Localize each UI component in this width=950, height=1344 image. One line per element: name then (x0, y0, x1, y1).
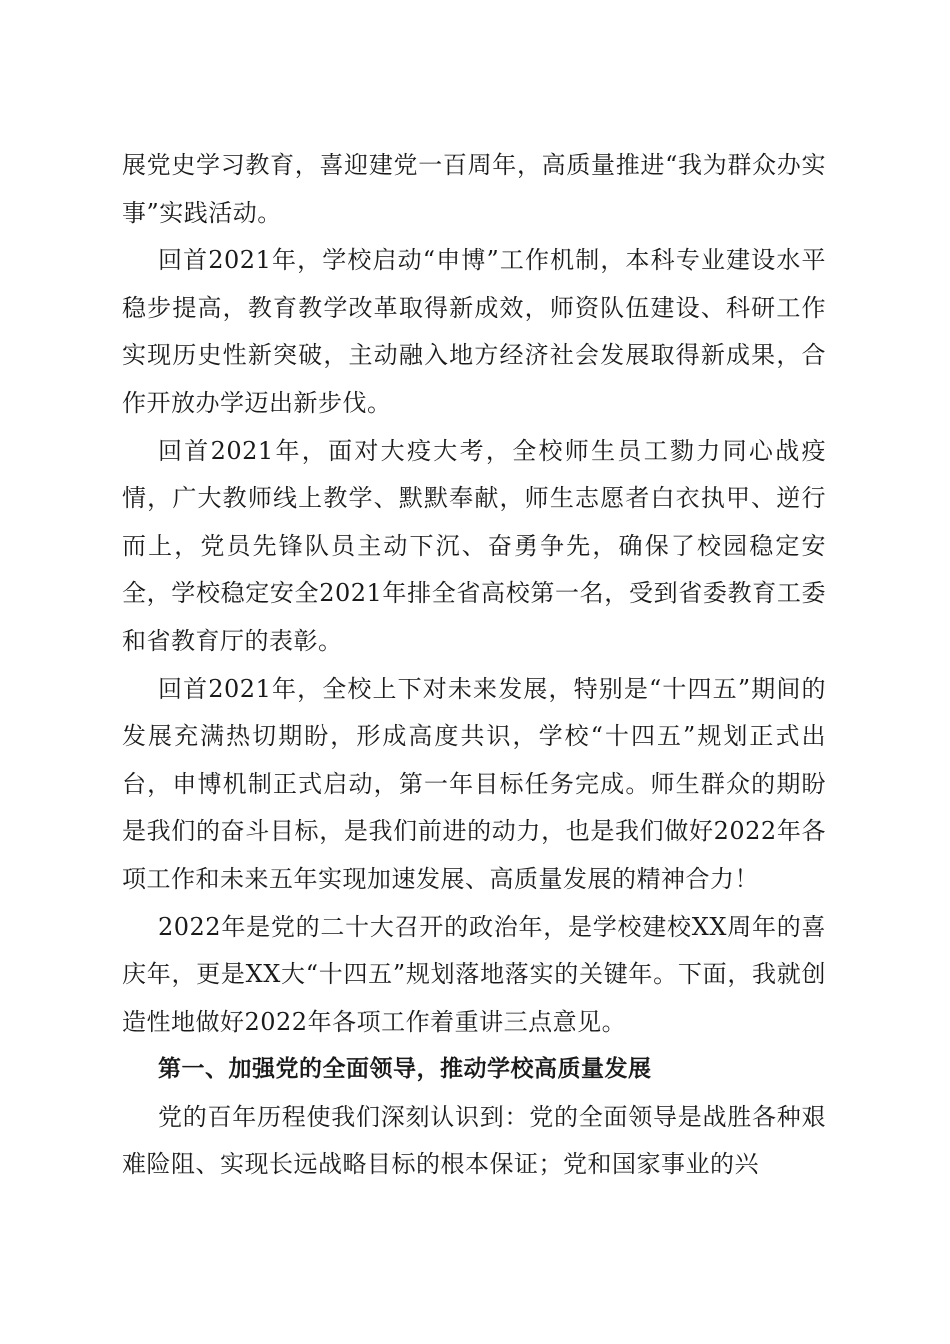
paragraph-continuation: 展党史学习教育，喜迎建党一百周年，高质量推进“我为群众办实事”实践活动。 (122, 151, 826, 227)
paragraph-review-2021-planning: 回首2021年，全校上下对未来发展，特别是“十四五”期间的发展充满热切期盼，形成高度共识，学校“十四五”规划正式出台，申博机制正式启动，第一年目标任务完成。师生群众的期盼是我们的奋斗目标，是我们前进的动力，也是我们做好2022年各项工作和未来五年实现加速发展、高质量发展的精神合力！ (122, 674, 826, 893)
paragraph-review-2021-epidemic: 回首2021年，面对大疫大考，全校师生员工勠力同心战疫情，广大教师线上教学、默默奉献，师生志愿者白衣执甲、逆行而上，党员先锋队员主动下沉、奋勇争先，确保了校园稳定安全，学校稳定安全2021年排全省高校第一名，受到省委教育工委和省教育厅的表彰。 (122, 436, 826, 655)
paragraph-party-leadership: 党的百年历程使我们深刻认识到：党的全面领导是战胜各种艰难险阻、实现长远战略目标的根本保证；党和国家事业的兴 (122, 1102, 826, 1179)
section-heading-first: 第一、加强党的全面领导，推动学校高质量发展 (158, 1056, 652, 1083)
paragraph-2022-overview: 2022年是党的二十大召开的政治年，是学校建校XX周年的喜庆年，更是XX大“十四五”规划落地落实的关键年。下面，我就创造性地做好2022年各项工作着重讲三点意见。 (122, 912, 826, 1036)
paragraph-review-2021-construction: 回首2021年，学校启动“申博”工作机制，本科专业建设水平稳步提高，教育教学改革取得新成效，师资队伍建设、科研工作实现历史性新突破，主动融入地方经济社会发展取得新成果，合作开放办学迈出新步伐。 (122, 246, 826, 417)
document-body (122, 142, 826, 1189)
